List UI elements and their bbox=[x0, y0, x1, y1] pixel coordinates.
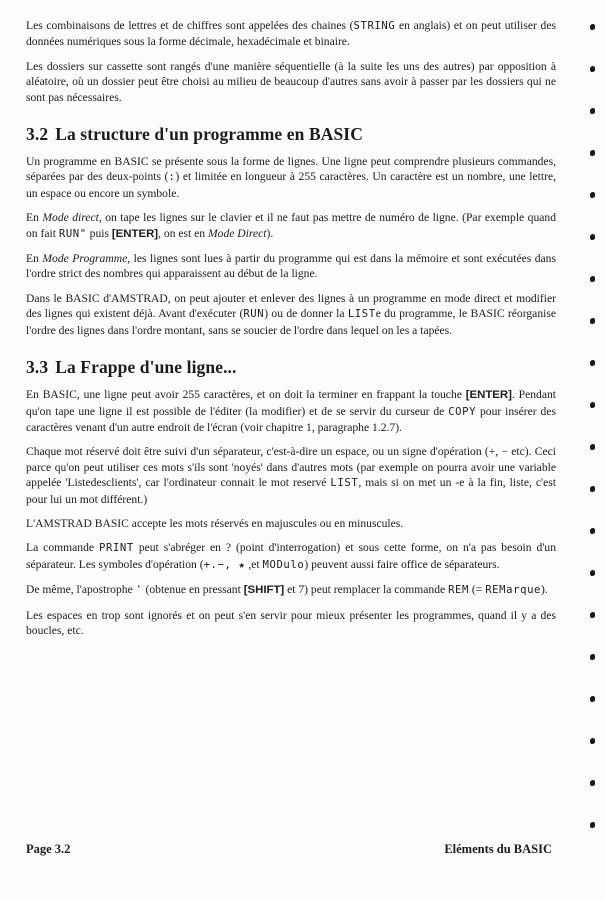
paragraph: Un programme en BASIC se présente sous la forme de lignes. Une ligne peut comprendre plusieurs commandes, séparées par des deux-points (:) et limitée en longueur à 255 caractères. Un caractère est un nombre, une lettre, un espace ou encore un symbole. bbox=[26, 155, 556, 200]
binding-hole bbox=[590, 359, 595, 367]
binding-hole bbox=[590, 401, 595, 409]
keyword: RUN bbox=[243, 308, 265, 321]
emphasis: Mode direct bbox=[42, 211, 99, 225]
keyword: STRING bbox=[353, 20, 396, 32]
binding-hole bbox=[590, 107, 595, 115]
binding-hole bbox=[590, 149, 595, 157]
binding-hole bbox=[590, 527, 595, 535]
binding-hole bbox=[590, 191, 595, 199]
binding-hole bbox=[590, 821, 595, 829]
page-footer bbox=[26, 842, 552, 857]
keyword: LIST bbox=[347, 308, 376, 321]
binding-hole bbox=[590, 233, 595, 241]
binding-hole bbox=[590, 317, 595, 325]
binding-hole bbox=[590, 275, 595, 283]
binding-hole bbox=[590, 653, 595, 661]
paragraph: La commande PRINT peut s'abréger en ? (point d'interrogation) et sous cette forme, on n'a pas besoin d'un séparateur. Les symboles d'opération (+.−, ★ ,et MODulo) peuvent aussi faire office de séparateurs. bbox=[26, 541, 556, 571]
key-label: [ENTER] bbox=[465, 389, 512, 402]
running-title: Eléments du BASIC bbox=[444, 842, 552, 856]
keyword: REM bbox=[448, 584, 469, 597]
binding-hole bbox=[590, 611, 595, 619]
keyword: +.−, ★ bbox=[203, 558, 246, 571]
section-heading-3-2 bbox=[26, 124, 556, 145]
page-body bbox=[26, 18, 556, 647]
binding-hole bbox=[590, 443, 595, 451]
binding-hole bbox=[590, 65, 595, 73]
paragraph: En Mode Programme, les lignes sont lues à partir du programme qui est dans la mémoire et sont exécutées dans l'ordre strict des nombres qui apparaissent au début de la ligne. bbox=[26, 252, 556, 281]
binding-marks bbox=[590, 24, 604, 854]
section-number: 3.2 bbox=[26, 124, 49, 145]
paragraph: De même, l'apostrophe ' (obtenue en pressant [SHIFT] et 7) peut remplacer la commande REM (= REMarque). bbox=[26, 583, 548, 597]
paragraph: En BASIC, une ligne peut avoir 255 caractères, et on doit la terminer en frappant la touche [ENTER]. Pendant qu'on tape une ligne il est possible de l'éditer (la modifier) et de se servir du curseur de COPY pour insérer des caractères venant d'un autre endroit de l'écran (voir chapitre 1, paragraphe 1.2.7). bbox=[26, 388, 556, 434]
section-title: La Frappe d'une ligne... bbox=[55, 357, 237, 378]
key-label: [SHIFT] bbox=[243, 584, 285, 597]
keyword: ' bbox=[135, 584, 143, 597]
binding-hole bbox=[590, 23, 595, 31]
paragraph: En Mode direct, on tape les lignes sur le clavier et il ne faut pas mettre de numéro de ligne. (Par exemple quand on fait RUN" puis [ENTER], on est en Mode Direct). bbox=[26, 211, 556, 240]
binding-hole bbox=[590, 695, 595, 703]
paragraph: Les espaces en trop sont ignorés et on peut s'en servir pour mieux présenter les programmes, quand il y a des boucles, etc. bbox=[26, 608, 556, 637]
binding-hole bbox=[590, 737, 595, 745]
keyword: REMarque bbox=[485, 584, 542, 597]
paragraph: Chaque mot réservé doit être suivi d'un séparateur, c'est-à-dire un espace, ou un signe d'opération (+, − etc). Ceci parce qu'on peut utiliser ces mots s'ils sont 'noyés' dans d'autres mots (par exemple on pourra avoir une variable appelée 'Listedesclients', car l'ordinateur connait le mot reservé LIST, mais si on met un -e à la fin, liste, c'est pour lui un mot différent.) bbox=[26, 445, 556, 506]
section-number: 3.3 bbox=[26, 357, 49, 378]
paragraph: L'AMSTRAD BASIC accepte les mots réservés en majuscules ou en minuscules. bbox=[26, 516, 404, 530]
paragraph: Les combinaisons de lettres et de chiffres sont appelées des chaines (STRING en anglais) et on peut utiliser des données numériques sous la forme décimale, hexadécimale et binaire. bbox=[26, 19, 556, 49]
emphasis: Mode Direct bbox=[208, 226, 267, 240]
binding-hole bbox=[590, 569, 595, 577]
binding-hole bbox=[590, 779, 595, 787]
keyword: MODulo bbox=[262, 558, 305, 571]
emphasis: Mode Programme bbox=[42, 252, 128, 266]
keyword: PRINT bbox=[98, 542, 134, 555]
keyword: LIST bbox=[330, 477, 359, 490]
page-number: Page 3.2 bbox=[26, 842, 71, 856]
keyword: COPY bbox=[448, 405, 477, 418]
binding-hole bbox=[590, 485, 595, 493]
keyword: RUN" bbox=[58, 227, 87, 240]
keyword: : bbox=[168, 171, 176, 184]
paragraph: Dans le BASIC d'AMSTRAD, on peut ajouter et enlever des lignes à un programme en mode direct et modifier des lignes qui existent déjà. Avant d'exécuter (RUN) ou de donner la LISTe du programme, le BASIC réorganise l'ordre des lignes dans l'ordre montant, sans se soucier de l'ordre dans lequel on les a tapées. bbox=[26, 291, 556, 337]
section-heading-3-3 bbox=[26, 357, 556, 378]
paragraph: Les dossiers sur cassette sont rangés d'une manière séquentielle (à la suite les uns des autres) par opposition à aléatoire, où un dossier peut être choisi au milieu de beaucoup d'autres sans avoir à passer par les dossiers qui ne sont pas nécessaires. bbox=[26, 59, 556, 104]
key-label: [ENTER] bbox=[111, 227, 159, 240]
section-title: La structure d'un programme en BASIC bbox=[55, 124, 363, 145]
